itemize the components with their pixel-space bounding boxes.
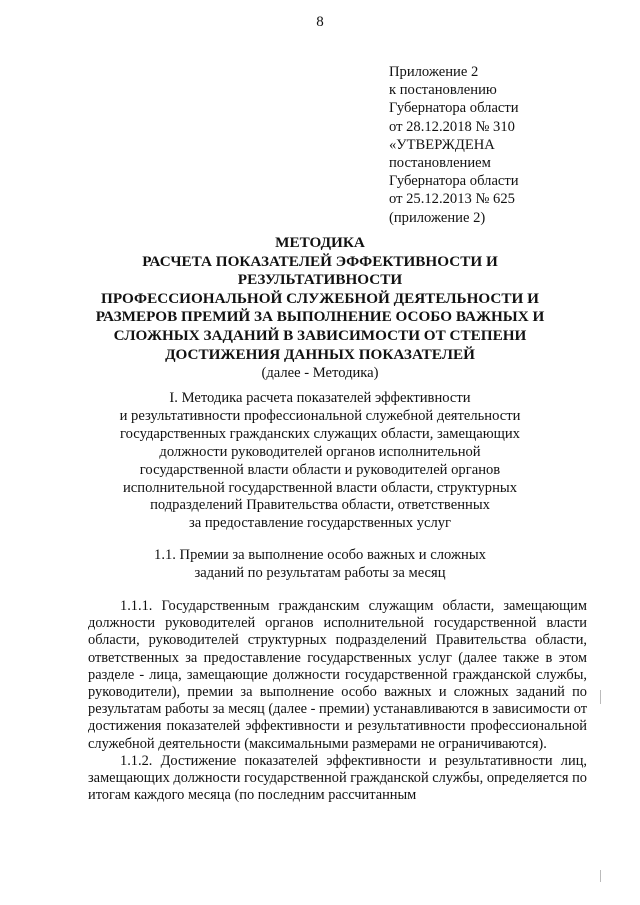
appendix-line: (приложение 2) bbox=[389, 209, 486, 226]
appendix-line: к постановлению bbox=[389, 82, 497, 99]
section-heading-line: подразделений Правительства области, ответственных bbox=[150, 497, 490, 514]
appendix-line: Губернатора области bbox=[389, 173, 519, 190]
appendix-line: постановлением bbox=[389, 155, 491, 172]
title-line: ПРОФЕССИОНАЛЬНОЙ СЛУЖЕБНОЙ ДЕЯТЕЛЬНОСТИ И bbox=[101, 289, 539, 307]
title-line: СЛОЖНЫХ ЗАДАНИЙ В ЗАВИСИМОСТИ ОТ СТЕПЕНИ bbox=[113, 326, 527, 344]
margin-mark bbox=[600, 870, 601, 882]
title-line: ДОСТИЖЕНИЯ ДАННЫХ ПОКАЗАТЕЛЕЙ bbox=[165, 345, 475, 363]
appendix-line: Губернатора области bbox=[389, 100, 519, 117]
subsection-heading-line: 1.1. Премии за выполнение особо важных и сложных bbox=[154, 547, 486, 563]
paragraph: 1.1.1. Государственным гражданским служащим области, замещающим должности руководителей органов исполнительной государственной власти области, руководителей структурных подразделений Правительства области, ответственных за предоставление государственных услуг (далее также в этом разделе - лица, замещающие должности государственной гражданской службы, руководители), премии за выполнение особо важных и сложных заданий по результатам работы за месяц (далее - премии) устанавливаются в зависимости от достижения показателей эффективности и результативности профессиональной служебной деятельности (максимальными размерами не ограничиваются). bbox=[88, 598, 587, 752]
document-title bbox=[0, 234, 640, 382]
appendix-line: от 25.12.2013 № 625 bbox=[389, 191, 515, 208]
appendix-line: от 28.12.2018 № 310 bbox=[389, 118, 515, 135]
section-heading-line: I. Методика расчета показателей эффективности bbox=[169, 390, 471, 406]
title-line: РАСЧЕТА ПОКАЗАТЕЛЕЙ ЭФФЕКТИВНОСТИ И bbox=[142, 252, 498, 270]
section-heading-line: государственной власти области и руководителей органов bbox=[139, 461, 501, 478]
appendix-reference bbox=[389, 63, 519, 227]
section-heading-line: за предоставление государственных услуг bbox=[188, 515, 452, 532]
page-number: 8 bbox=[316, 14, 324, 30]
section-heading-line: государственных гражданских служащих области, замещающих bbox=[120, 425, 520, 442]
section-heading bbox=[0, 390, 640, 533]
subsection-heading bbox=[0, 547, 640, 583]
title-note: (далее - Методика) bbox=[261, 365, 379, 382]
section-heading-line: и результативности профессиональной служебной деятельности bbox=[119, 407, 521, 424]
paragraph: 1.1.2. Достижение показателей эффективности и результативности лиц, замещающих должности государственной гражданской службы, определяется по итогам каждого месяца (по последним рассчитанным bbox=[88, 752, 587, 804]
title-line: РАЗМЕРОВ ПРЕМИЙ ЗА ВЫПОЛНЕНИЕ ОСОБО ВАЖНЫХ И bbox=[95, 308, 545, 326]
margin-mark bbox=[600, 690, 601, 704]
appendix-line: Приложение 2 bbox=[389, 64, 479, 80]
title-line: РЕЗУЛЬТАТИВНОСТИ bbox=[237, 271, 403, 289]
appendix-line: «УТВЕРЖДЕНА bbox=[389, 136, 495, 153]
section-heading-line: должности руководителей органов исполнительной bbox=[159, 443, 481, 460]
title-line: МЕТОДИКА bbox=[275, 234, 365, 251]
body-text bbox=[88, 598, 587, 804]
subsection-heading-line: заданий по результатам работы за месяц bbox=[194, 564, 446, 581]
section-heading-line: исполнительной государственной власти области, структурных bbox=[123, 479, 517, 496]
